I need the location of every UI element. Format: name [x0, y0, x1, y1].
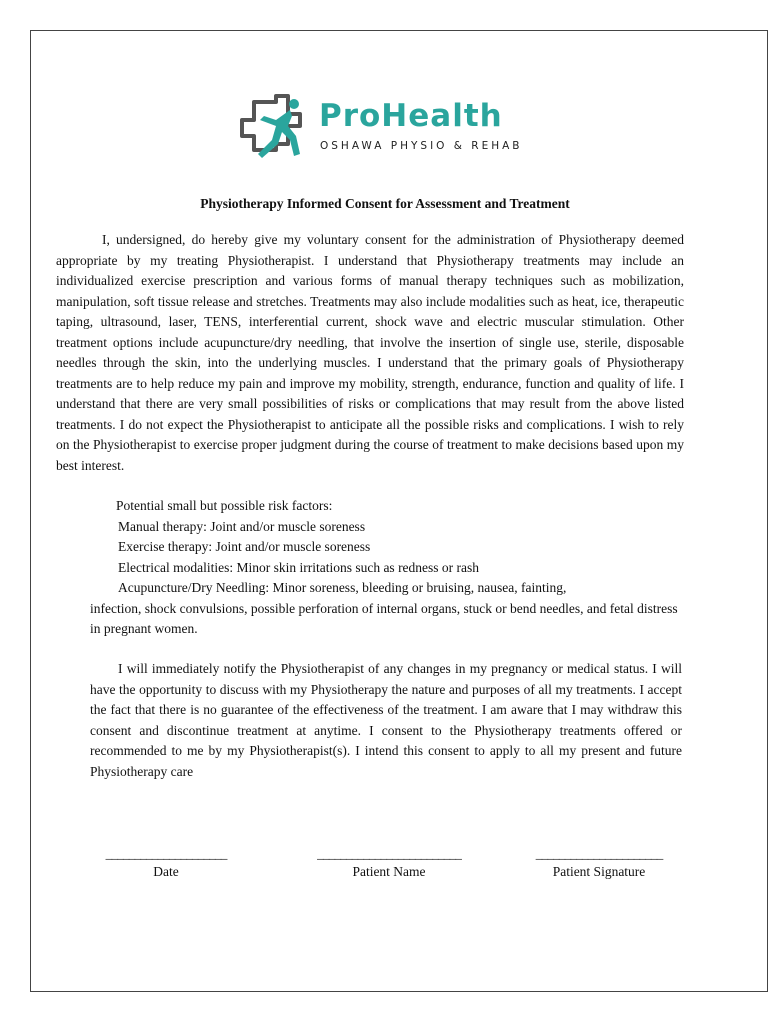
- consent-paragraph-1-text: I, undersigned, do hereby give my voluntary consent for the administration of Physiotherapy deemed appropriate by my treating Physiotherapist. I understand that Physiotherapy treatments may include an individualized exercise prescription and various forms of manual therapy techniques such as mobilization, manipulation, soft tissue release and stretches. Treatments may also include modalities such as heat, ice, therapeutic taping, ultrasound, laser, TENS, interferential current, shock wave and electric muscular stimulation. Other treatment options include acupuncture/dry needling, that involve the insertion of single use, sterile, disposable needles through the skin, into the underlying muscles. I understand that the primary goals of Physiotherapy treatments are to help reduce my pain and improve my mobility, strength, endurance, function and quality of life. I understand that there are very small possibilities of risks or complications that may result from the above listed treatments. I do not expect the Physiotherapist to anticipate all the possible risks and complications. I wish to rely on the Physiotherapist to exercise proper judgment during the course of treatment to make decisions based upon my best interest.: [56, 232, 684, 473]
- patient-name-block: [296, 846, 482, 880]
- medical-cross-runner-icon: [232, 92, 312, 172]
- patient-signature-line[interactable]: ______________________: [535, 846, 663, 861]
- consent-paragraph-1: [56, 230, 684, 476]
- risk-item-acupuncture: Acupuncture/Dry Needling: Minor soreness, bleeding or bruising, nausea, fainting,: [118, 580, 567, 595]
- date-line[interactable]: _____________________: [105, 846, 227, 861]
- brand-name: ProHealth: [319, 98, 503, 134]
- patient-signature-label: Patient Signature: [552, 864, 646, 879]
- consent-paragraph-2-text: I will immediately notify the Physiotherapist of any changes in my pregnancy or medical status. I will have the opportunity to discuss with my Physiotherapy the nature and purposes of all my treatments. I accept the fact that there is no guarantee of the effectiveness of the treatment. I am aware that I may withdraw this consent and discontinue treatment at anytime. I consent to the Physiotherapy treatments offered or recommended to me by my Physiotherapist(s). I intend this consent to apply to all my present and future Physiotherapy care: [90, 661, 682, 779]
- prohealth-logo: [232, 92, 542, 172]
- risk-item-acupuncture-continued: infection, shock convulsions, possible perforation of internal organs, stuck or bend needles, and fetal distress in pregnant women.: [90, 600, 678, 636]
- date-label: Date: [153, 864, 179, 879]
- patient-name-line[interactable]: _________________________: [317, 846, 461, 861]
- document-title: Physiotherapy Informed Consent for Assessment and Treatment: [200, 196, 570, 211]
- brand-subtitle: OSHAWA PHYSIO & REHAB: [320, 140, 523, 152]
- risk-factors-list: [90, 496, 680, 640]
- risk-item-manual-therapy: Manual therapy: Joint and/or muscle soreness: [118, 518, 366, 534]
- patient-signature-block: [517, 846, 681, 880]
- risk-factors-heading: Potential small but possible risk factors:: [116, 498, 333, 513]
- date-signature-block: [90, 846, 242, 880]
- risk-item-exercise-therapy: Exercise therapy: Joint and/or muscle soreness: [118, 539, 371, 554]
- risk-item-electrical-modalities: Electrical modalities: Minor skin irritations such as redness or rash: [118, 559, 480, 575]
- consent-paragraph-2: [90, 659, 682, 782]
- patient-name-label: Patient Name: [352, 864, 426, 879]
